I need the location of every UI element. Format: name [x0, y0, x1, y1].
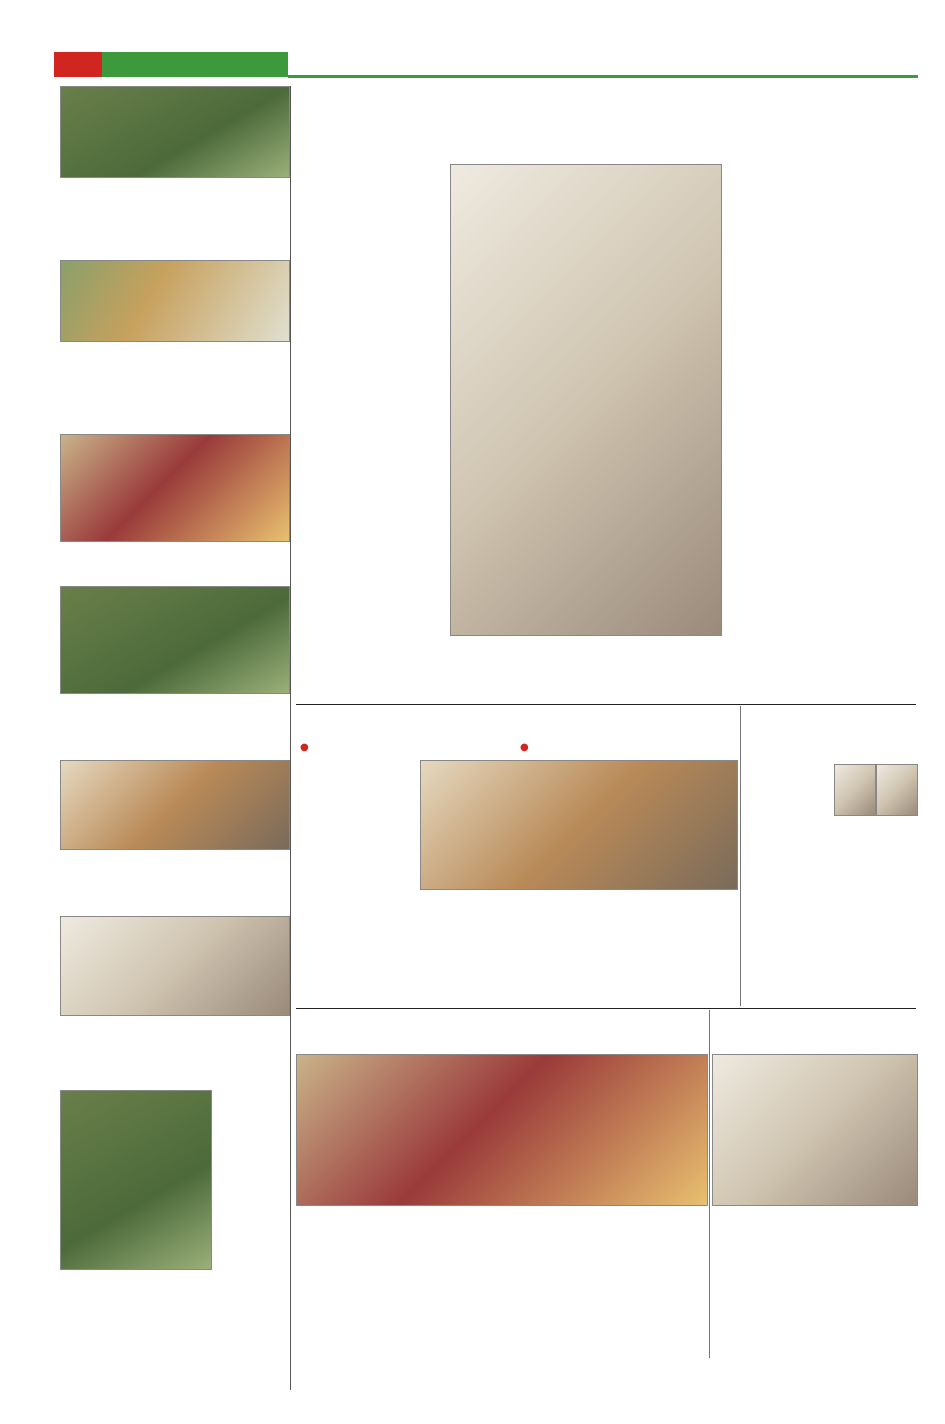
cleanup-photo-1 — [60, 86, 290, 178]
lead-body-col3 — [724, 164, 916, 704]
children-dressed-photo — [296, 1054, 708, 1206]
karnataka-sena-body — [296, 1208, 706, 1358]
sub-bullet-icon: ● — [520, 742, 529, 753]
gandhi-dream-body-bottom — [420, 892, 736, 1008]
rule-above-gandhi-dream — [296, 704, 916, 705]
caption-school-children — [60, 1016, 288, 1086]
sweeping-photo — [60, 586, 290, 694]
caption-sweeping — [60, 694, 288, 754]
gandhi-dream-sub2 — [520, 742, 529, 753]
gandhi-portrait-event-photo — [420, 760, 738, 890]
rahul-divider — [709, 1010, 710, 1358]
cleanup-photo-2 — [60, 260, 290, 342]
lead-body-col1 — [296, 164, 446, 692]
gandhi-dream-sub1 — [300, 742, 309, 753]
nobel-body — [744, 822, 916, 1006]
golden-temple-photo — [712, 1054, 918, 1206]
sub-bullet-icon: ● — [300, 742, 309, 753]
nobel-laureate-photo-2 — [876, 764, 918, 816]
congress-tribute-photo — [60, 434, 290, 542]
page-number-box — [54, 52, 102, 77]
protest-body — [60, 1292, 288, 1388]
srirampura-photo — [60, 760, 290, 850]
rahul-body — [712, 1208, 916, 1358]
masthead — [0, 0, 945, 86]
caption-congress-tribute — [60, 542, 288, 582]
gandhi-dream-body-left — [296, 760, 416, 1008]
nobel-divider — [740, 706, 741, 1006]
school-children-photo — [60, 916, 290, 1016]
nobel-body-top — [744, 760, 830, 820]
caption-srirampura — [60, 850, 288, 912]
mayor-cleanup-text — [214, 1090, 288, 1268]
mayor-cleanup-photo — [60, 1090, 212, 1270]
caption-cleanup-2 — [60, 342, 288, 432]
section-title-bar — [102, 52, 288, 77]
sarvadharma-prayer-photo — [450, 164, 722, 636]
left-column-divider — [290, 86, 291, 1390]
caption-cleanup-1 — [60, 178, 288, 256]
nobel-laureate-photo-1 — [834, 764, 876, 816]
masthead-green-rule — [288, 75, 918, 78]
rule-above-karnataka-sena — [296, 1008, 916, 1009]
